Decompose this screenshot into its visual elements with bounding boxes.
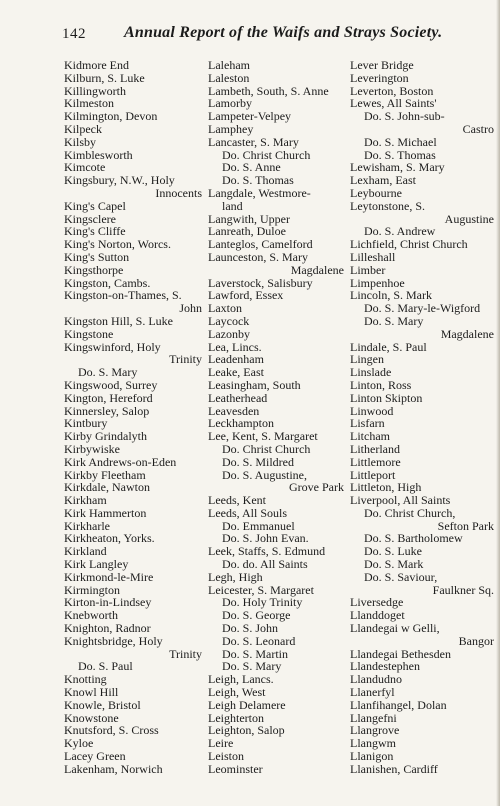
list-item: Linton, Ross bbox=[350, 377, 412, 392]
list-item: Knutsford, S. Cross bbox=[64, 723, 159, 738]
list-item: Do. S. Saviour, bbox=[364, 569, 438, 584]
list-item: Knebworth bbox=[64, 608, 118, 623]
list-item: Leckhampton bbox=[208, 416, 274, 431]
list-item: Leybourne bbox=[350, 185, 402, 200]
list-item: Leasingham, South bbox=[208, 377, 301, 392]
list-item: Magdalene bbox=[440, 326, 494, 341]
list-item: Knowstone bbox=[64, 710, 119, 725]
list-item: Limpenhoe bbox=[350, 275, 405, 290]
list-item: Llanigon bbox=[350, 749, 394, 764]
list-item: Do. S. Mary-le-Wigford bbox=[364, 301, 481, 316]
list-item: Lanteglos, Camelford bbox=[208, 237, 313, 252]
list-item: Innocents bbox=[155, 185, 202, 200]
list-item: Do. S. Bartholomew bbox=[364, 531, 463, 546]
list-item: Leavesden bbox=[208, 403, 260, 418]
list-item: Do. S. Leonard bbox=[222, 633, 296, 648]
list-item: Kilmington, Devon bbox=[64, 109, 158, 124]
page-number: 142 bbox=[62, 26, 86, 42]
list-item: land bbox=[222, 198, 243, 213]
list-item: Kingston, Cambs. bbox=[64, 275, 151, 290]
list-item: Do. S. Anne bbox=[222, 160, 281, 175]
list-item: Do. S. John-sub- bbox=[364, 109, 445, 124]
list-item: Augustine bbox=[444, 211, 494, 226]
list-item: King's Sutton bbox=[64, 249, 130, 264]
list-item: Do. S. Andrew bbox=[364, 224, 436, 239]
list-item: Lisfarn bbox=[350, 416, 385, 431]
list-item: Trinity bbox=[169, 646, 202, 661]
list-item: Kirmington bbox=[64, 582, 120, 597]
list-item: Littleton, High bbox=[350, 480, 422, 495]
list-item: Llanerfyl bbox=[350, 685, 395, 700]
list-item: Knowle, Bristol bbox=[64, 697, 141, 712]
list-item: Do. Christ Church bbox=[222, 147, 311, 162]
list-item: Leighton, Salop bbox=[208, 723, 285, 738]
list-item: Kingswood, Surrey bbox=[64, 377, 158, 392]
list-item: Do. S. Michael bbox=[364, 134, 437, 149]
list-item: Laxton bbox=[208, 301, 242, 316]
list-item: Killingworth bbox=[64, 83, 126, 98]
list-item: Kyloe bbox=[64, 736, 94, 751]
list-item: Do. S. John Evan. bbox=[222, 531, 309, 546]
list-item: Llangrove bbox=[350, 723, 400, 738]
list-item: Magdalene bbox=[290, 262, 344, 277]
list-item: Do. S. Thomas bbox=[364, 147, 436, 162]
list-item: Laverstock, Salisbury bbox=[208, 275, 313, 290]
list-item: Llangefni bbox=[350, 710, 397, 725]
column-3 bbox=[350, 59, 498, 776]
list-item: Kingsthorpe bbox=[64, 262, 124, 277]
list-item: Kingstone bbox=[64, 326, 114, 341]
list-item: Kirby Grindalyth bbox=[64, 429, 147, 444]
list-item: Leadenham bbox=[208, 352, 264, 367]
list-item: John bbox=[179, 301, 202, 316]
list-item: Leire bbox=[208, 736, 234, 751]
list-item: Liversedge bbox=[350, 595, 404, 610]
list-item: Laleston bbox=[208, 70, 250, 85]
list-item: Leatherhead bbox=[208, 390, 268, 405]
running-title: Annual Report of the Waifs and Strays Society. bbox=[124, 24, 443, 41]
list-item: Knowl Hill bbox=[64, 685, 119, 700]
list-item: Kilsby bbox=[64, 134, 97, 149]
list-item: Kintbury bbox=[64, 416, 108, 431]
list-item: King's Capel bbox=[64, 198, 126, 213]
list-item: Leigh, West bbox=[208, 685, 266, 700]
list-item: Kirk Hammerton bbox=[64, 505, 147, 520]
list-item: Leigh, Lancs. bbox=[208, 672, 274, 687]
list-item: Knightsbridge, Holy bbox=[64, 633, 163, 648]
list-item: Kilpeck bbox=[64, 121, 102, 136]
list-item: Sefton Park bbox=[437, 518, 494, 533]
list-item: Leverington bbox=[350, 70, 409, 85]
list-item: Kirkby Fleetham bbox=[64, 467, 146, 482]
list-item: Lamorby bbox=[208, 96, 252, 111]
list-item: Kimblesworth bbox=[64, 147, 133, 162]
list-item: Langwith, Upper bbox=[208, 211, 290, 226]
list-item: Lambeth, South, S. Anne bbox=[208, 83, 329, 98]
list-item: Legh, High bbox=[208, 569, 263, 584]
list-item: Llangwm bbox=[350, 736, 396, 751]
list-item: Leominster bbox=[208, 761, 263, 776]
list-item: Trinity bbox=[169, 352, 202, 367]
list-item: Leytonstone, S. bbox=[350, 198, 425, 213]
list-item: Limber bbox=[350, 262, 386, 277]
list-item: Do. S. Paul bbox=[78, 659, 133, 674]
list-item: Kirkheaton, Yorks. bbox=[64, 531, 155, 546]
list-item: Laycock bbox=[208, 313, 250, 328]
list-item: Kington, Hereford bbox=[64, 390, 153, 405]
list-item: Kirkham bbox=[64, 493, 107, 508]
list-item: Leicester, S. Margaret bbox=[208, 582, 314, 597]
list-item: Leighterton bbox=[208, 710, 264, 725]
list-item: Lingen bbox=[350, 352, 384, 367]
list-item: Do. S. Thomas bbox=[222, 173, 294, 188]
list-item: Littleport bbox=[350, 467, 396, 482]
list-item: Lea, Lincs. bbox=[208, 339, 262, 354]
list-item: Leeds, All Souls bbox=[208, 505, 288, 520]
list-item: Lamphey bbox=[208, 121, 254, 136]
list-item: Do. Christ Church bbox=[222, 441, 311, 456]
list-item: Llanishen, Cardiff bbox=[350, 761, 438, 776]
list-item: Do. do. All Saints bbox=[222, 557, 308, 572]
list-item: Laleham bbox=[208, 58, 250, 72]
list-item: Lexham, East bbox=[350, 173, 416, 188]
list-item: Kilburn, S. Luke bbox=[64, 70, 145, 85]
list-item: Linton Skipton bbox=[350, 390, 423, 405]
list-item: Lever Bridge bbox=[350, 58, 414, 72]
list-item: Kingston-on-Thames, S. bbox=[64, 288, 182, 303]
list-item: Littlemore bbox=[350, 454, 401, 469]
list-item: Kingsbury, N.W., Holy bbox=[64, 173, 175, 188]
list-item: Leeds, Kent bbox=[208, 493, 266, 508]
list-item: Llanfihangel, Dolan bbox=[350, 697, 447, 712]
list-item: King's Cliffe bbox=[64, 224, 126, 239]
list-item: Kirkmond-le-Mire bbox=[64, 569, 154, 584]
list-item: Llandegai w Gelli, bbox=[350, 621, 440, 636]
list-item: Llandestephen bbox=[350, 659, 420, 674]
list-item: Lampeter-Velpey bbox=[208, 109, 292, 124]
list-item: Llanddoget bbox=[350, 608, 405, 623]
list-item: Kimcote bbox=[64, 160, 106, 175]
list-item: Kirkharle bbox=[64, 518, 110, 533]
list-item: Do. S. George bbox=[222, 608, 291, 623]
list-item: Kirkdale, Nawton bbox=[64, 480, 150, 495]
list-item: Leigh Delamere bbox=[208, 697, 286, 712]
page-edge-shadow bbox=[496, 0, 500, 806]
column-2 bbox=[208, 59, 348, 776]
list-item: Do. S. Luke bbox=[364, 544, 422, 559]
list-item: Lazonby bbox=[208, 326, 250, 341]
list-item: Lewisham, S. Mary bbox=[350, 160, 445, 175]
list-item: Kingston Hill, S. Luke bbox=[64, 313, 174, 328]
list-item: Langdale, Westmore- bbox=[208, 185, 311, 200]
list-item: Litcham bbox=[350, 429, 390, 444]
list-item: Lacey Green bbox=[64, 749, 126, 764]
list-item: Faulkner Sq. bbox=[432, 582, 494, 597]
list-item: Leek, Staffs, S. Edmund bbox=[208, 544, 326, 559]
list-item: Do. S. Martin bbox=[222, 646, 288, 661]
list-item: Knighton, Radnor bbox=[64, 621, 151, 636]
list-item: Lindale, S. Paul bbox=[350, 339, 427, 354]
list-item: Knotting bbox=[64, 672, 107, 687]
list-item: Lawford, Essex bbox=[208, 288, 284, 303]
list-item: Do. Holy Trinity bbox=[222, 595, 303, 610]
list-item: Leake, East bbox=[208, 365, 264, 380]
list-item: Do. S. Mary bbox=[222, 659, 282, 674]
list-item: Kirk Andrews-on-Eden bbox=[64, 454, 177, 469]
list-item: Llandudno bbox=[350, 672, 402, 687]
column-1 bbox=[64, 59, 206, 776]
list-item: Castro bbox=[462, 121, 494, 136]
list-item: Lincoln, S. Mark bbox=[350, 288, 432, 303]
list-item: Linslade bbox=[350, 365, 392, 380]
list-item: Do. S. Mark bbox=[364, 557, 424, 572]
list-item: Lewes, All Saints' bbox=[350, 96, 437, 111]
list-item: Do. S. Mary bbox=[364, 313, 424, 328]
parish-list bbox=[64, 59, 494, 776]
list-item: Bangor bbox=[458, 633, 494, 648]
list-item: Do. S. Mildred bbox=[222, 454, 294, 469]
list-item: Kirbywiske bbox=[64, 441, 120, 456]
list-item: Lee, Kent, S. Margaret bbox=[208, 429, 318, 444]
list-item: Lichfield, Christ Church bbox=[350, 237, 468, 252]
list-item: Kilmeston bbox=[64, 96, 114, 111]
page-header bbox=[62, 24, 492, 46]
list-item: Lancaster, S. Mary bbox=[208, 134, 299, 149]
list-item: Do. S. Mary bbox=[78, 365, 138, 380]
list-item: Kingsclere bbox=[64, 211, 116, 226]
list-item: Launceston, S. Mary bbox=[208, 249, 308, 264]
list-item: Do. Christ Church, bbox=[364, 505, 456, 520]
list-item: Llandegai Bethesden bbox=[350, 646, 451, 661]
list-item: Kirk Langley bbox=[64, 557, 129, 572]
list-item: Kingswinford, Holy bbox=[64, 339, 161, 354]
list-item: Do. Emmanuel bbox=[222, 518, 295, 533]
list-item: Lilleshall bbox=[350, 249, 396, 264]
list-item: Litherland bbox=[350, 441, 400, 456]
list-item: Liverpool, All Saints bbox=[350, 493, 451, 508]
list-item: Do. S. John bbox=[222, 621, 279, 636]
list-item: Kinnersley, Salop bbox=[64, 403, 150, 418]
list-item: Leverton, Boston bbox=[350, 83, 434, 98]
list-item: Kidmore End bbox=[64, 58, 129, 72]
list-item: Leiston bbox=[208, 749, 244, 764]
list-item: Kirton-in-Lindsey bbox=[64, 595, 152, 610]
list-item: Linwood bbox=[350, 403, 394, 418]
list-item: Kirkland bbox=[64, 544, 107, 559]
list-item: Lakenham, Norwich bbox=[64, 761, 163, 776]
list-item: King's Norton, Worcs. bbox=[64, 237, 171, 252]
list-item: Lanreath, Duloe bbox=[208, 224, 286, 239]
list-item: Grove Park bbox=[289, 480, 344, 495]
list-item: Do. S. Augustine, bbox=[222, 467, 308, 482]
